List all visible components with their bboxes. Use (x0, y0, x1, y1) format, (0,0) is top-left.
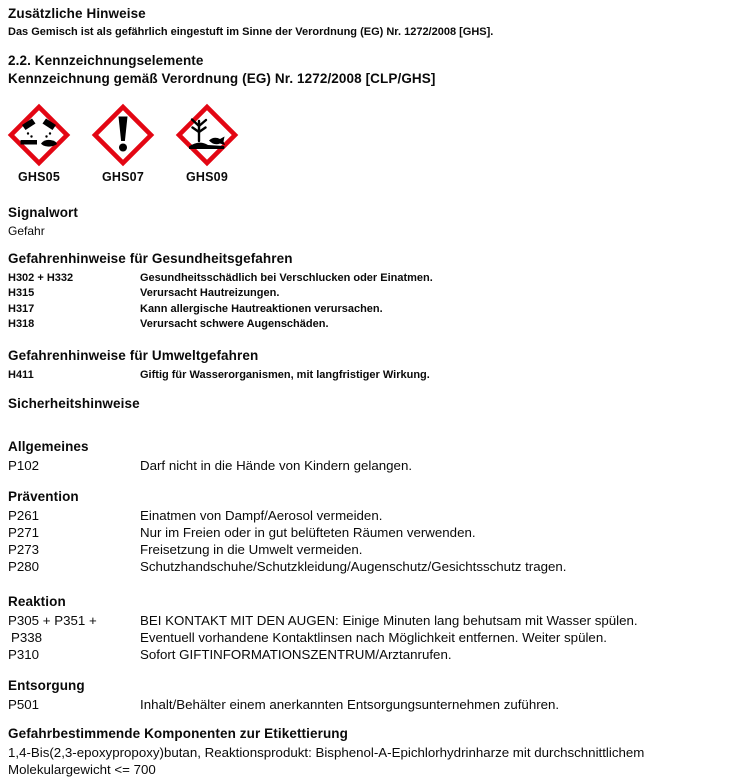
pictogram-ghs09 (176, 104, 238, 184)
hazard-row (8, 286, 741, 301)
additional-notes-text: Das Gemisch ist als gefährlich eingestuft im Sinne der Verordnung (EG) Nr. 1272/2008 [GHS]. (8, 26, 494, 38)
general-list (8, 457, 741, 474)
precaution-text-line2: Eventuell vorhandene Kontaktlinsen nach Möglichkeit entfernen. Weiter spülen. (140, 630, 607, 646)
health-hazards-list (8, 271, 741, 332)
precaution-code: P310 (8, 647, 40, 663)
precaution-row (8, 541, 741, 558)
hazard-row (8, 302, 741, 317)
precaution-text (140, 612, 741, 646)
pictogram-row (8, 104, 741, 188)
precaution-code-line2: P338 (11, 630, 43, 646)
hazard-row (8, 271, 741, 286)
pictogram-ghs07 (92, 104, 154, 184)
precaution-code-line1: P305 + P351 + (8, 613, 97, 629)
precaution-row (8, 524, 741, 541)
precaution-row (8, 457, 741, 474)
section-2-2-title: 2.2. Kennzeichnungselemente (8, 53, 204, 68)
precaution-text: Sofort GIFTINFORMATIONSZENTRUM/Arztanrufen. (140, 647, 452, 663)
precaution-row (8, 558, 741, 575)
precaution-row-combined (8, 612, 741, 646)
precaution-code: P280 (8, 559, 40, 575)
components-text: 1,4-Bis(2,3-epoxypropoxy)butan, Reaktionsprodukt: Bisphenol-A-Epichlorhydrinharze mit durchschnittlichem Molekulargewicht <= 700 (8, 745, 645, 777)
precaution-code: P501 (8, 697, 40, 713)
signal-word-block (8, 205, 741, 238)
hazard-code: H411 (8, 369, 34, 382)
additional-notes-title: Zusätzliche Hinweise (8, 6, 146, 21)
precaution-code (8, 612, 140, 646)
precaution-text-line1: BEI KONTAKT MIT DEN AUGEN: Einige Minuten lang behutsam mit Wasser spülen. (140, 613, 638, 629)
precaution-code: P102 (8, 458, 40, 474)
labelling-subtitle: Kennzeichnung gemäß Verordnung (EG) Nr. 1272/2008 [CLP/GHS] (8, 71, 436, 86)
hazard-text: Gesundheitsschädlich bei Verschlucken oder Einatmen. (140, 272, 433, 284)
reaction-title: Reaktion (8, 594, 66, 610)
general-title: Allgemeines (8, 439, 89, 455)
safety-statements-title: Sicherheitshinweise (8, 396, 140, 412)
precaution-row (8, 696, 741, 713)
hazard-text: Giftig für Wasserorganismen, mit langfristiger Wirkung. (140, 369, 430, 382)
precaution-text: Freisetzung in die Umwelt vermeiden. (140, 542, 363, 558)
precaution-row (8, 507, 741, 524)
hazard-row (8, 317, 741, 332)
components-title: Gefahrbestimmende Komponenten zur Etikettierung (8, 726, 348, 742)
pictogram-ghs05 (8, 104, 70, 184)
precaution-row (8, 646, 741, 663)
hazard-code: H317 (8, 302, 35, 315)
precaution-text: Einatmen von Dampf/Aerosol vermeiden. (140, 508, 383, 524)
environmental-hazards-list (8, 368, 741, 383)
environmental-hazards-title: Gefahrenhinweise für Umweltgefahren (8, 348, 259, 364)
health-hazards-title: Gefahrenhinweise für Gesundheitsgefahren (8, 251, 293, 266)
ghs09-environment-icon (176, 104, 238, 166)
precaution-text: Nur im Freien oder in gut belüfteten Räumen verwenden. (140, 525, 476, 541)
hazard-code: H302 + H332 (8, 272, 74, 284)
precaution-code: P271 (8, 525, 40, 541)
reaction-list (8, 612, 741, 663)
precaution-text: Schutzhandschuhe/Schutzkleidung/Augenschutz/Gesichtsschutz tragen. (140, 559, 567, 575)
pictogram-code-label: GHS07 (102, 170, 144, 184)
hazard-code: H318 (8, 317, 35, 330)
hazard-row (8, 368, 741, 383)
pictogram-code-label: GHS05 (18, 170, 60, 184)
hazard-code: H315 (8, 287, 35, 300)
hazard-text: Verursacht Hautreizungen. (140, 287, 280, 300)
prevention-list (8, 507, 741, 575)
ghs07-exclamation-icon (92, 104, 154, 166)
precaution-text: Darf nicht in die Hände von Kindern gelangen. (140, 458, 413, 474)
pictogram-code-label: GHS09 (186, 170, 228, 184)
precaution-code: P273 (8, 542, 40, 558)
prevention-title: Prävention (8, 489, 79, 505)
disposal-list (8, 696, 741, 713)
disposal-title: Entsorgung (8, 678, 85, 694)
precaution-text: Inhalt/Behälter einem anerkannten Entsorgungsunternehmen zuführen. (140, 697, 560, 713)
ghs05-corrosive-icon (8, 104, 70, 166)
signal-word-label: Signalwort (8, 205, 79, 220)
hazard-text: Kann allergische Hautreaktionen verursachen. (140, 302, 383, 315)
hazard-text: Verursacht schwere Augenschäden. (140, 317, 329, 330)
precaution-code: P261 (8, 508, 40, 524)
signal-word-value: Gefahr (8, 224, 45, 238)
